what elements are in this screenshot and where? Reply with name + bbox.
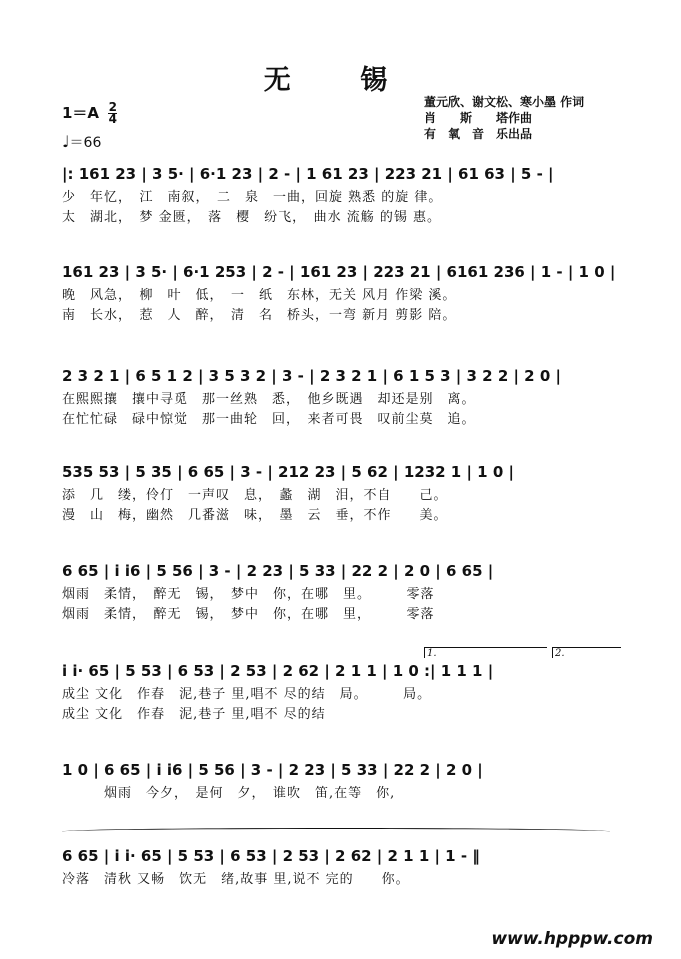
lyric-verse-1: 添 几 缕，伶仃 一声叹 息， 蠡 湖 泪，不自 己。 bbox=[62, 488, 448, 503]
lyric-verse-2: 漫 山 梅，幽然 几番滋 味， 墨 云 垂，不作 美。 bbox=[62, 508, 448, 523]
meter-bottom: 4 bbox=[108, 112, 117, 126]
lyric-verse-1: 烟雨 柔情， 醉无 锡， 梦中 你，在哪 里。 零落 bbox=[62, 587, 435, 602]
lyric-verse-1: 在熙熙攘 攘中寻觅 那一丝熟 悉， 他乡既遇 却还是别 离。 bbox=[62, 392, 476, 407]
notation-line: |: 161 23 | 3 5· | 6·1 23 | 2 - | 1 61 23 | 223 21 | 61 63 | 5 - | bbox=[62, 165, 554, 183]
lyric-verse-2: 在忙忙碌 碌中惊觉 那一曲轮 回， 来者可畏 叹前尘莫 追。 bbox=[62, 412, 476, 427]
site-watermark: www.hpppw.com bbox=[491, 929, 653, 949]
notation-line: i i· 65 | 5 53 | 6 53 | 2 53 | 2 62 | 2 1 1 | 1 0 :| 1 1 1 | bbox=[62, 662, 494, 680]
phrase-slur bbox=[62, 828, 610, 835]
notation-line: 2 3 2 1 | 6 5 1 2 | 3 5 3 2 | 3 - | 2 3 2 1 | 6 1 5 3 | 3 2 2 | 2 0 | bbox=[62, 367, 561, 385]
lyric-verse-1: 成尘 文化 作春 泥,巷子 里,唱不 尽的结 局。 局。 bbox=[62, 687, 432, 702]
song-title: 无 锡 bbox=[263, 65, 418, 96]
second-ending-bracket: 2. bbox=[552, 647, 621, 658]
score-system-7 bbox=[62, 756, 622, 804]
score-system-6 bbox=[62, 648, 622, 725]
first-ending-bracket: 1. bbox=[424, 647, 547, 658]
lyric-verse-1: 晚 风急， 柳 叶 低， 一 纸 东林，无关 风月 作梁 溪。 bbox=[62, 288, 457, 303]
lyric-verse-1: 少 年忆， 江 南叙， 二 泉 一曲，回旋 熟悉 的旋 律。 bbox=[62, 190, 443, 205]
lyric-verse-2: 太 湖北， 梦 金匮， 落 樱 纷飞， 曲水 流觞 的锡 惠。 bbox=[62, 210, 442, 225]
lyric-verse-1: 冷落 清秋 又畅 饮无 绪,故事 里,说不 完的 你。 bbox=[62, 872, 410, 887]
meter-top: 2 bbox=[108, 100, 117, 114]
score-system-1 bbox=[62, 160, 622, 228]
tempo-marking bbox=[62, 132, 101, 152]
lyricist-credit: 董元欣、谢文松、寒小墨 作词 bbox=[424, 95, 585, 109]
score-system-3 bbox=[62, 362, 622, 430]
quarter-note-icon: ♩ bbox=[62, 132, 70, 151]
lyric-verse-1: 烟雨 今夕， 是何 夕， 谁吹 笛,在等 你, bbox=[62, 786, 396, 801]
lyric-verse-2: 南 长水， 惹 人 醉， 清 名 桥头，一弯 新月 剪影 陪。 bbox=[62, 308, 457, 323]
lyric-verse-2: 烟雨 柔情， 醉无 锡， 梦中 你，在哪 里， 零落 bbox=[62, 607, 435, 622]
composer-credit: 肖 斯 塔作曲 bbox=[424, 111, 533, 125]
score-system-5 bbox=[62, 557, 622, 625]
credits-block bbox=[424, 94, 584, 142]
producer-credit: 有 氧 音 乐出品 bbox=[424, 127, 533, 141]
notation-line: 161 23 | 3 5· | 6·1 253 | 2 - | 161 23 | 223 21 | 6161 236 | 1 - | 1 0 | bbox=[62, 263, 616, 281]
notation-line: 1 0 | 6 65 | i i6 | 5 56 | 3 - | 2 23 | 5 33 | 22 2 | 2 0 | bbox=[62, 761, 483, 779]
notation-line: 6 65 | i i· 65 | 5 53 | 6 53 | 2 53 | 2 62 | 2 1 1 | 1 - ‖ bbox=[62, 847, 480, 865]
score-system-4 bbox=[62, 458, 622, 526]
score-system-2 bbox=[62, 258, 622, 326]
tempo-value: ＝66 bbox=[69, 135, 102, 151]
key-signature bbox=[62, 102, 117, 125]
key-label: 1＝A bbox=[62, 104, 100, 122]
notation-line: 6 65 | i i6 | 5 56 | 3 - | 2 23 | 5 33 | 22 2 | 2 0 | 6 65 | bbox=[62, 562, 494, 580]
lyric-verse-2: 成尘 文化 作春 泥,巷子 里,唱不 尽的结 bbox=[62, 707, 326, 722]
time-signature bbox=[108, 102, 117, 125]
notation-line: 535 53 | 5 35 | 6 65 | 3 - | 212 23 | 5 62 | 1232 1 | 1 0 | bbox=[62, 463, 514, 481]
score-system-8 bbox=[62, 842, 622, 890]
